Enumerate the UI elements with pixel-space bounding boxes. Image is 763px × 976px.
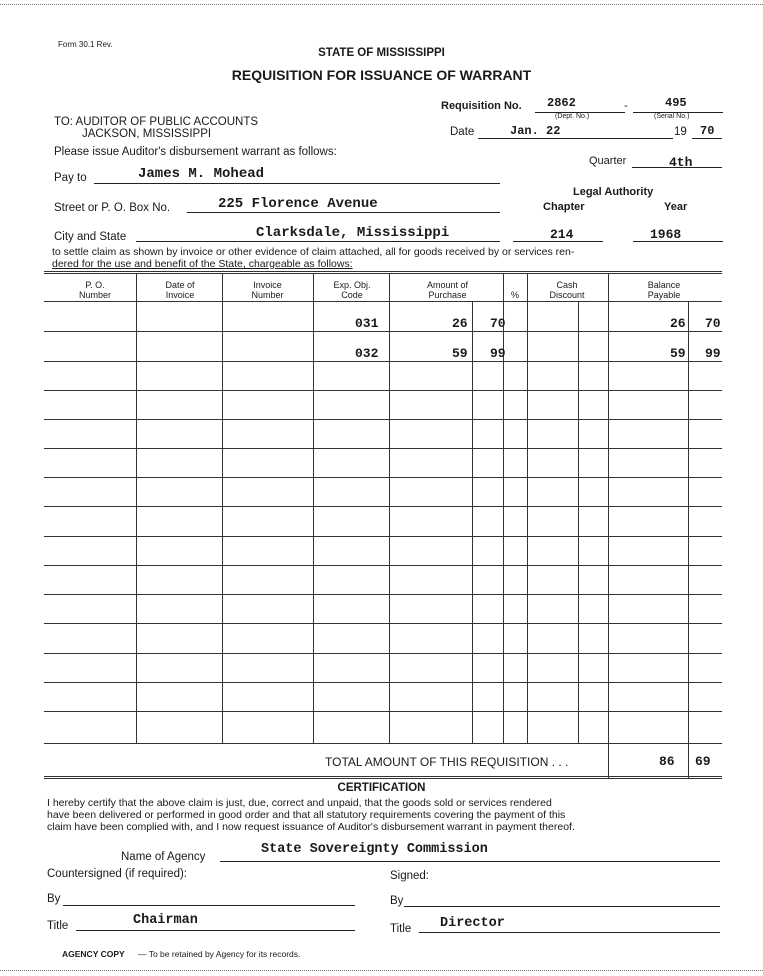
to-jackson: JACKSON, MISSISSIPPI [82,128,212,140]
col-header-amount: Amount of Purchase [426,280,469,300]
row1-amount-cents: 70 [490,316,506,331]
row2-balance-cents: 99 [705,346,721,361]
col-header-po: P. O. Number [78,280,111,300]
date-label: Date [450,126,475,138]
row2-amount-dollars: 59 [452,346,468,361]
pay-to-label: Pay to [54,172,87,184]
col-header-exp-obj: Exp. Obj. Code [333,280,371,300]
title-label-right: Title [390,923,412,935]
street-value: 225 Florence Avenue [218,196,378,212]
street-label: Street or P. O. Box No. [54,202,171,214]
row1-exp-code: 031 [355,316,379,331]
dept-caption: (Dept. No.) [555,113,590,120]
dept-no: 2862 [547,96,576,110]
certification-line2: have been delivered or performed in good order and that all statutory requirements covering the payment of this [47,809,566,821]
certification-line1: I hereby certify that the above claim is just, due, correct and unpaid, that the goods sold or services rendered [47,797,552,809]
city-label: City and State [54,231,127,243]
row2-balance-dollars: 59 [670,346,686,361]
countersigned-label: Countersigned (if required): [47,868,187,880]
state-title: STATE OF MISSISSIPPI [318,47,445,59]
dash-separator: - [624,100,628,112]
title-label-left: Title [47,920,69,932]
total-cents: 69 [695,754,711,769]
col-header-invoice: Invoice Number [251,280,284,300]
form-number: Form 30.1 Rev. [58,40,113,49]
pay-to-line [94,183,500,184]
total-dollars: 86 [659,754,675,769]
chapter-value: 214 [550,227,574,242]
retained-text: — To be retained by Agency for its records. [138,949,301,959]
main-title: REQUISITION FOR ISSUANCE OF WARRANT [231,67,532,83]
pay-to-value: James M. Mohead [138,166,265,182]
date-value: Jan. 22 [510,124,561,138]
col-header-percent: % [510,290,519,300]
city-line [136,241,500,242]
row2-exp-code: 032 [355,346,379,361]
chapter-label: Chapter [543,201,585,213]
city-value: Clarksdale, Mississippi [256,225,450,241]
top-edge [0,4,763,5]
legal-year-value: 1968 [650,227,682,242]
street-line [187,212,500,213]
serial-caption: (Serial No.) [654,113,690,120]
certification-title: CERTIFICATION [337,782,426,794]
row2-amount-cents: 99 [490,346,506,361]
legal-authority-label: Legal Authority [573,186,654,198]
by-line-left [63,905,355,906]
title-value-left: Chairman [133,913,198,928]
total-label: TOTAL AMOUNT OF THIS REQUISITION . . . [325,755,569,769]
to-auditor: TO: AUDITOR OF PUBLIC ACCOUNTS [54,116,259,128]
agency-value: State Sovereignty Commission [261,842,488,857]
agency-copy-label: AGENCY COPY [62,949,125,959]
row1-balance-dollars: 26 [670,316,686,331]
settle-text-line1: to settle claim as shown by invoice or other evidence of claim attached, all for goods received by or services ren- [52,246,575,258]
settle-text-line2: dered for the use and benefit of the State, chargeable as follows: [52,258,353,270]
year-prefix: 19 [674,126,687,138]
title-line-right [419,932,720,933]
certification-line3: claim have been complied with, and I now request issuance of Auditor's disbursement warrant in payment thereof. [47,821,575,833]
please-issue-text: Please issue Auditor's disbursement warrant as follows: [54,146,337,158]
title-line-left [76,930,355,931]
title-value-right: Director [440,916,505,931]
agency-label: Name of Agency [121,851,206,863]
agency-line [220,861,720,862]
row1-amount-dollars: 26 [452,316,468,331]
signed-label: Signed: [390,870,430,882]
bottom-edge [0,970,763,971]
by-label-left: By [47,893,61,905]
by-line-right [404,906,720,907]
col-header-balance: Balance Payable [647,280,681,300]
date-line [478,138,673,139]
year-value: 70 [700,124,715,138]
quarter-value: 4th [669,155,693,170]
year-line [692,138,722,139]
col-header-date: Date of Invoice [165,280,195,300]
serial-no: 495 [665,96,687,110]
row1-balance-cents: 70 [705,316,721,331]
requisition-label: Requisition No. [441,100,522,112]
col-header-cash-discount: Cash Discount [549,280,585,300]
quarter-label: Quarter [589,155,627,167]
year-label: Year [664,201,688,213]
by-label-right: By [390,895,404,907]
